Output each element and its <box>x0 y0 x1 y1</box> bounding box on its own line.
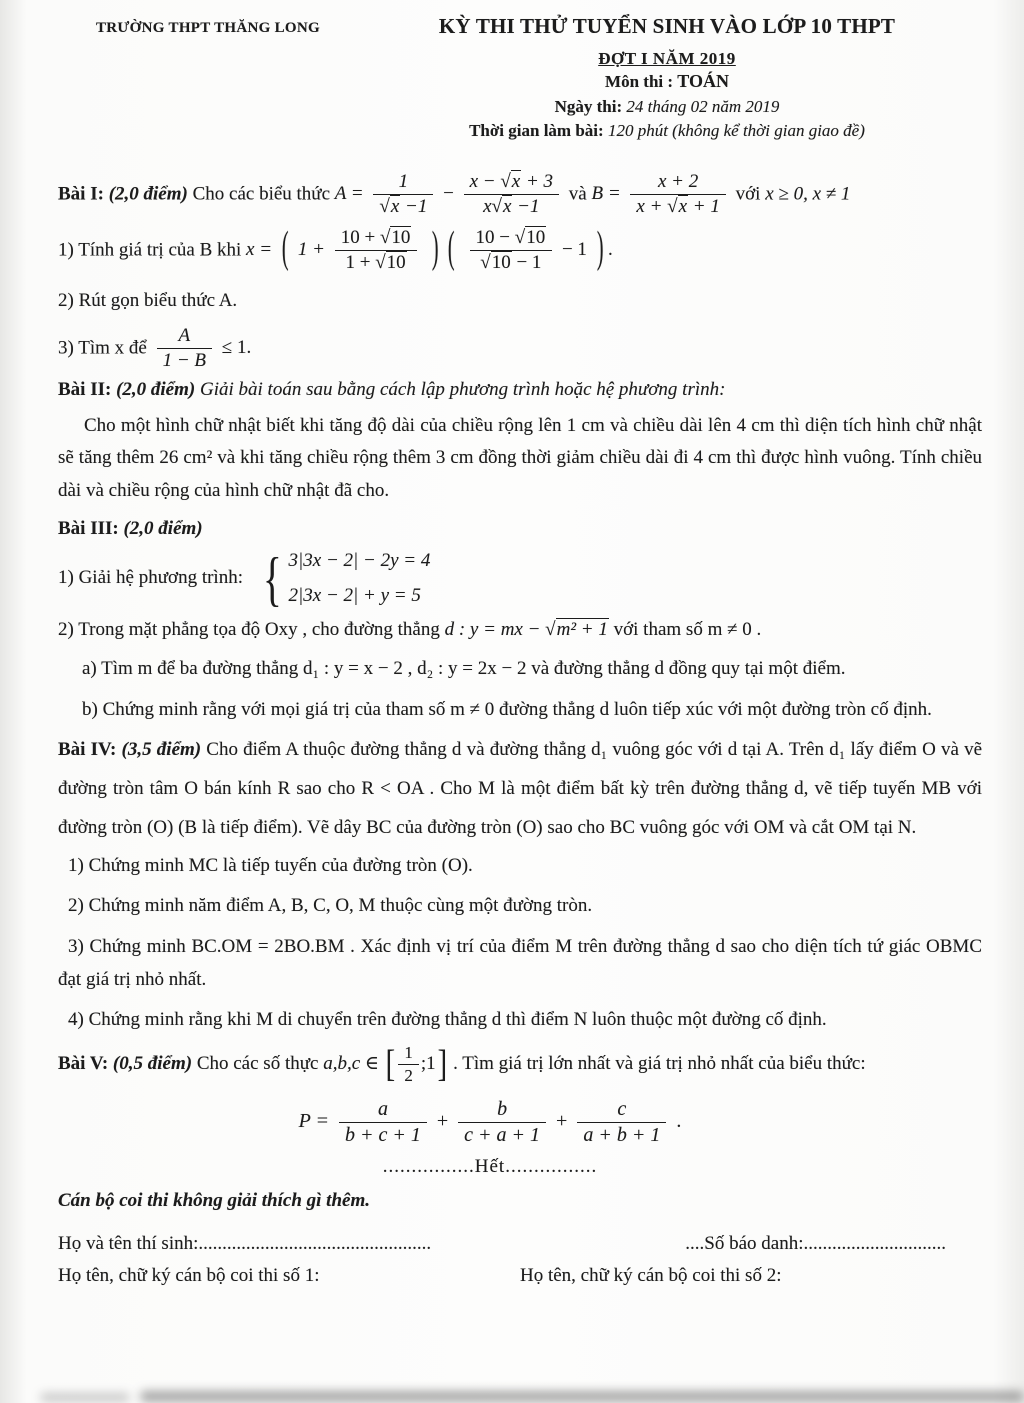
scan-artifact <box>40 1393 130 1402</box>
bai5-post: . Tìm giá trị lớn nhất và giá trị nhỏ nhất của biểu thức: <box>453 1052 866 1074</box>
sqrt <box>375 251 406 273</box>
bai2-intro: Giải bài toán sau bằng cách lập phương trình hoặc hệ phương trình: <box>199 378 726 400</box>
frac-den: b + c + 1 <box>345 1124 421 1147</box>
subject-value: TOÁN <box>677 71 729 91</box>
fraction <box>464 171 559 219</box>
exam-title: KỲ THI THỬ TUYỂN SINH VÀO LỚP 10 THPT <box>438 14 896 38</box>
left-paren: ( <box>281 224 289 274</box>
right-paren: ) <box>596 224 604 274</box>
fraction <box>373 171 433 219</box>
bai5-P-equation <box>58 1098 922 1148</box>
bai2-label: Bài II: <box>58 378 112 400</box>
fraction <box>577 1098 666 1148</box>
sqrt-symbol: √ <box>667 196 678 218</box>
fraction <box>630 171 725 219</box>
frac-text: 10 + <box>340 226 380 248</box>
frac-text: − 1 <box>511 252 542 274</box>
school-name: TRƯỜNG THPT THĂNG LONG <box>96 20 320 36</box>
plus-op: + <box>436 1110 449 1133</box>
expression-A <box>334 170 569 218</box>
eq-lhs: x = <box>246 238 273 260</box>
frac-num: c <box>577 1098 666 1124</box>
frac-num: 1 <box>398 1043 419 1065</box>
date-label: Ngày thi: <box>554 96 623 116</box>
time-line <box>340 119 994 143</box>
bai4-q4: 4) Chứng minh rằng khi M di chuyển trên đường thẳng d thì điểm N luôn thuộc một đường cố định. <box>68 1008 827 1030</box>
bai4-q2: 2) Chứng minh năm điểm A, B, C, O, M thuộc cùng một đường tròn. <box>68 895 593 917</box>
plus-op: + <box>556 1110 568 1133</box>
radicand: 10 <box>526 226 546 248</box>
P-expression <box>298 1097 682 1147</box>
frac-text: 10 − <box>475 226 515 248</box>
bai1-points: (2,0 điểm) <box>108 183 188 205</box>
frac-den <box>373 195 433 218</box>
frac-num: x + 2 <box>630 171 725 195</box>
bai5-points: (0,5 điểm) <box>112 1052 193 1074</box>
date-line <box>340 95 994 119</box>
frac-text: 1 + <box>345 252 376 274</box>
sqrt <box>492 195 513 217</box>
bai1-label: Bài I: <box>58 183 104 205</box>
bai3-points: (2,0 điểm) <box>123 517 203 539</box>
left-bracket: [ <box>385 1043 395 1086</box>
exam-body <box>0 143 1024 1292</box>
radicand: x <box>390 196 400 218</box>
sqrt-symbol: √ <box>500 170 511 192</box>
radicand: 10 <box>491 252 511 274</box>
candidate-row <box>58 1229 982 1259</box>
q3-expression <box>152 324 252 372</box>
and-word: và <box>568 183 587 205</box>
left-paren: ( <box>448 224 455 274</box>
bai1-heading <box>58 171 982 219</box>
inequality: ≤ 1. <box>221 337 252 359</box>
frac-den: a + b + 1 <box>583 1124 661 1147</box>
q2-lead: 2) Trong mặt phẳng tọa độ Oxy , cho đường thẳng <box>58 619 440 641</box>
bai5-lead: Cho các số thực <box>196 1052 319 1074</box>
fraction <box>470 227 553 275</box>
sqrt <box>379 195 400 217</box>
bai5-label: Bài V: <box>58 1052 109 1074</box>
bai4-q3: 3) Chứng minh BC.OM = 2BO.BM . Xác định vị trí của điểm M trên đường thẳng d sao cho diện tích tứ giác OBMC đạt giá trị nhỏ nhất. <box>58 935 982 990</box>
candidate-number-line: ....Số báo danh:.............................. <box>685 1232 946 1254</box>
right-paren: ) <box>431 224 439 274</box>
brace-symbol: { <box>262 545 282 612</box>
vars: a,b,c ∈ <box>323 1052 379 1074</box>
sqrt <box>515 226 546 248</box>
minus-op: − <box>443 183 454 205</box>
eq-lhs: P = <box>298 1110 330 1133</box>
sqrt <box>380 226 411 248</box>
interval-tail: ;1 <box>420 1052 436 1074</box>
bai4-q1: 1) Chứng minh MC là tiếp tuyến của đường tròn (O). <box>68 855 473 877</box>
frac-den: 2 <box>404 1065 413 1085</box>
system-eq-1: 3|3x − 2| − 2y = 4 <box>288 550 431 572</box>
bai3-q2 <box>58 615 982 645</box>
period: . <box>676 1110 682 1133</box>
frac-num: 1 <box>373 171 433 195</box>
sqrt-symbol: √ <box>545 619 556 641</box>
bai1-q2: 2) Rút gọn biểu thức A. <box>58 290 238 312</box>
frac-num: a <box>339 1098 427 1124</box>
sqrt <box>667 195 688 217</box>
frac-num <box>335 227 418 251</box>
sqrt-symbol: √ <box>514 226 526 248</box>
frac-den <box>335 251 418 274</box>
frac-text: −1 <box>512 196 540 218</box>
bai4-label: Bài IV: <box>58 739 117 761</box>
fraction <box>458 1098 546 1148</box>
sqrt-symbol: √ <box>379 226 391 248</box>
frac-text: x + <box>636 196 668 218</box>
eq-lhs: d : y = mx − <box>444 619 541 641</box>
equation-system <box>258 546 431 611</box>
radicand: m² + 1 <box>556 619 608 641</box>
condition: x ≥ 0, x ≠ 1 <box>765 183 851 205</box>
eq-lhs: B = <box>591 183 621 205</box>
time-value: 120 phút (không kể thời gian giao đề) <box>607 120 865 140</box>
system-eq-2: 2|3x − 2| + y = 5 <box>288 584 421 606</box>
frac-num <box>464 171 559 195</box>
eq-lhs: A = <box>334 183 364 205</box>
period: . <box>607 238 613 260</box>
proctor2-label: Họ tên, chữ ký cán bộ coi thi số 2: <box>520 1265 782 1287</box>
frac-den <box>464 195 559 218</box>
radicand: 10 <box>391 226 411 248</box>
line-equation <box>445 618 614 640</box>
fraction <box>335 227 418 275</box>
header <box>0 0 1024 143</box>
frac-num <box>470 227 553 251</box>
bai2-heading <box>58 375 982 405</box>
term: 1 + <box>297 238 325 260</box>
bai4-points: (3,5 điểm) <box>121 739 202 761</box>
sqrt-symbol: √ <box>375 252 386 274</box>
radicand: 10 <box>386 252 406 274</box>
frac-den: 1 − B <box>162 350 207 372</box>
bai2-body: Cho một hình chữ nhật biết khi tăng độ dài của chiều rộng lên 1 cm và chiều dài lên 4 cm thì diện tích hình chữ nhật sẽ tăng thêm 26 cm² và khi tăng chiều rộng thêm 3 cm đồng thời giảm chiều dài đi 4 cm thì được hình vuông. Tính chiều dài và chiều rộng của hình chữ nhật đã cho. <box>58 415 982 501</box>
het-divider: ................Hết................ <box>382 1155 598 1177</box>
q1-expression <box>246 224 613 274</box>
proctor-row <box>58 1261 982 1291</box>
frac-den: c + a + 1 <box>464 1124 541 1147</box>
exam-round: ĐỢT I NĂM 2019 <box>598 49 736 68</box>
proctor1-label: Họ tên, chữ ký cán bộ coi thi số 1: <box>58 1265 320 1287</box>
bai1-intro: Cho các biểu thức <box>192 183 331 205</box>
term: − 1 <box>561 238 587 260</box>
subject-line <box>340 69 994 95</box>
sqrt-symbol: √ <box>379 196 390 218</box>
expression-B <box>591 170 735 218</box>
time-label: Thời gian làm bài: <box>469 120 604 140</box>
frac-text: + 1 <box>688 196 720 218</box>
date-value: 24 tháng 02 năm 2019 <box>626 96 780 116</box>
fraction <box>339 1098 427 1148</box>
q1-lead: 1) Giải hệ phương trình: <box>58 567 243 589</box>
proctor-note: Cán bộ coi thi không giải thích gì thêm. <box>58 1190 370 1212</box>
fraction <box>157 325 212 373</box>
bai2-points: (2,0 điểm) <box>116 378 196 400</box>
bai1-q1 <box>58 224 982 275</box>
radicand: x <box>678 196 688 218</box>
bai3-q2b: b) Chứng minh rằng với mọi giá trị của tham số m ≠ 0 đường thẳng d luôn tiếp xúc với một đường tròn cố định. <box>82 698 932 720</box>
subject-label: Môn thi : <box>605 72 674 91</box>
bai3-q1 <box>58 546 982 611</box>
radicand: x <box>502 196 512 218</box>
with-word: với <box>735 183 761 205</box>
bai3-label: Bài III: <box>58 517 119 539</box>
q2-tail: với tham số m ≠ 0 . <box>613 619 762 641</box>
frac-den <box>630 195 725 218</box>
frac-den <box>470 251 553 274</box>
candidate-name-line: Họ và tên thí sinh:................................................. <box>58 1232 432 1254</box>
right-bracket: ] <box>437 1043 447 1086</box>
sqrt <box>480 251 511 273</box>
sqrt-symbol: √ <box>480 252 491 274</box>
sqrt-symbol: √ <box>491 196 502 218</box>
header-center <box>340 14 1024 143</box>
interval-expression <box>323 1042 453 1086</box>
sqrt <box>545 618 609 640</box>
bai5-heading <box>58 1043 982 1086</box>
sqrt <box>500 170 521 192</box>
q1-lead: 1) Tính giá trị của B khi <box>58 238 242 260</box>
frac-text: −1 <box>400 196 428 218</box>
bai3-q2a: a) Tìm m để ba đường thẳng d₁ : y = x − 2 , d₂ : y = 2x − 2 và đường thẳng d đồng quy tại một điểm. <box>82 658 846 680</box>
frac-text: + 3 <box>521 170 554 192</box>
bai4-body <box>58 731 982 847</box>
frac-num: A <box>157 325 212 349</box>
bai4-text: Cho điểm A thuộc đường thẳng d và đường thẳng d₁ vuông góc với d tại A. Trên d₁ lấy điểm O và vẽ đường tròn tâm O bán kính R sao cho R < OA . Cho M là một điểm bất kỳ trên đường thẳng d, vẽ tiếp tuyến MB với đường tròn (O) (B là tiếp điểm). Vẽ dây BC của đường tròn (O) sao cho BC vuông góc với OM và cắt OM tại N. <box>58 739 983 838</box>
q3-lead: 3) Tìm x để <box>58 337 147 359</box>
bai1-q3 <box>58 325 982 373</box>
fraction <box>398 1043 419 1086</box>
frac-num: b <box>458 1098 546 1124</box>
bai3-heading <box>58 514 982 544</box>
frac-text: x <box>483 196 492 218</box>
radicand: x <box>511 170 521 192</box>
scan-artifact <box>140 1391 1024 1402</box>
system-equations <box>289 546 431 611</box>
frac-text: x − <box>469 170 501 192</box>
